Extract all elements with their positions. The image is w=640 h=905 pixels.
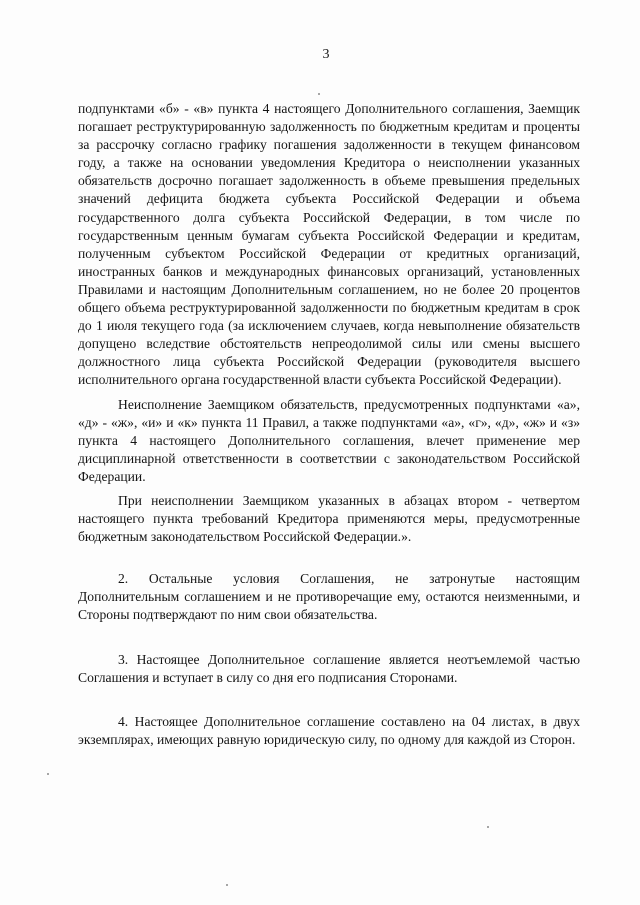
document-body [78,100,580,749]
scan-speck [226,884,228,886]
paragraph-clause-2: 2. Остальные условия Соглашения, не затронутые настоящим Дополнительным соглашением и не противоречащие ему, остаются неизменными, и Стороны подтверждают по ним свои обязательства. [78,571,580,623]
scan-speck [318,93,320,95]
paragraph-clause-3: 3. Настоящее Дополнительное соглашение является неотъемлемой частью Соглашения и вступает в силу со дня его подписания Сторонами. [78,651,580,685]
scan-speck [47,773,49,775]
scan-speck [487,826,489,828]
paragraph-non-fulfillment: Неисполнение Заемщиком обязательств, предусмотренных подпунктами «а», «д» - «ж», «и» и «к» пункта 11 Правил, а также подпунктами «а», «г», «д», «ж» и «з» пункта 4 настоящего Дополнительного соглашения, влечет применение мер дисциплинарной ответственности в соответствии с законодательством Российской Федерации. [78,396,580,484]
paragraph-clause-4: 4. Настоящее Дополнительное соглашение составлено на 04 листах, в двух экземплярах, имеющих равную юридическую силу, по одному для каждой из Сторон. [78,713,580,747]
paragraph-continuation: подпунктами «б» - «в» пункта 4 настоящего Дополнительного соглашения, Заемщик погашает реструктурированную задолженность по бюджетным кредитам и проценты за рассрочку согласно графику погашения задолженности в текущем финансовом году, а также на основании уведомления Кредитора о неисполнении указанных обязательств досрочно погашает задолженность в объеме превышения предельных значений дефицита бюджета субъекта Российской Федерации и объема государственного долга субъекта Российской Федерации, в том числе по государственным ценным бумагам субъекта Российской Федерации и кредитам, полученным субъектом Российской Федерации от кредитных организаций, иностранных банков и международных финансовых организаций, установленных Правилами и настоящим Дополнительным соглашением, но не более 20 процентов общего объема реструктурированной задолженности по бюджетным кредитам в срок до 1 июля текущего года (за исключением случаев, когда невыполнение обязательств допущено вследствие обстоятельств непреодолимой силы или смены высшего должностного лица субъекта Российской Федерации (руководителя высшего исполнительного органа государственной власти субъекта Российской Федерации). [78,101,580,388]
paragraph-measures: При неисполнении Заемщиком указанных в абзацах втором - четвертом настоящего пункта требований Кредитора применяются меры, предусмотренные бюджетным законодательством Российской Федерации.». [78,492,580,545]
page-number: 3 [322,47,330,62]
